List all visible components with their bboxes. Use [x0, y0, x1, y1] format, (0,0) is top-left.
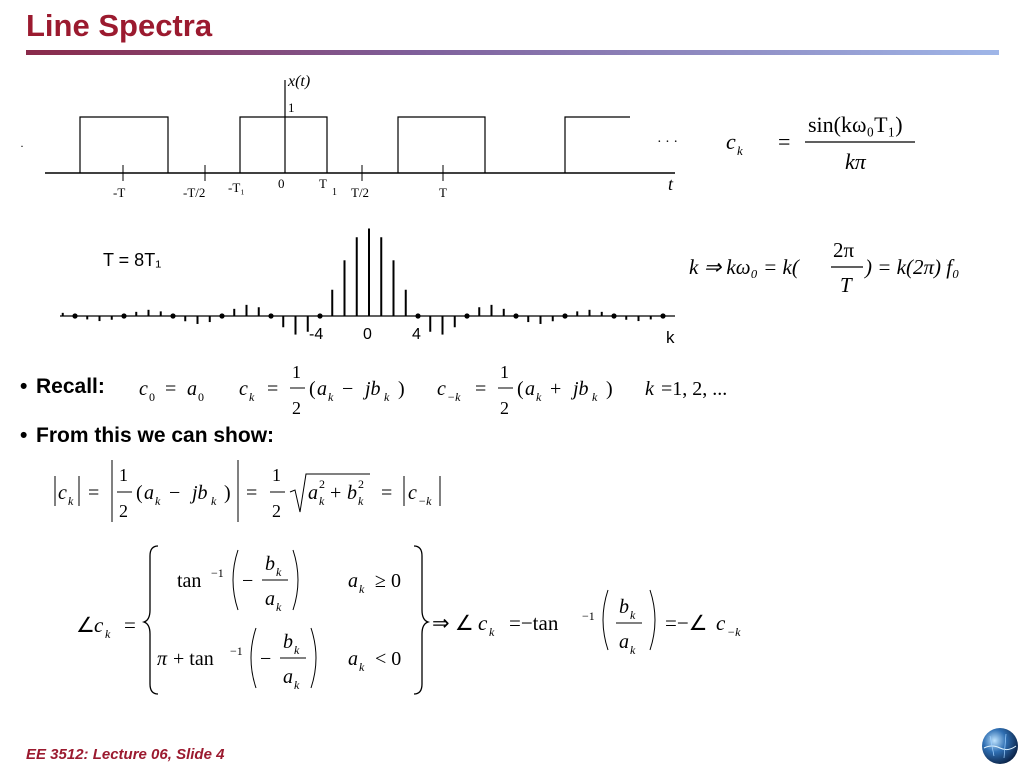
svg-text:k: k	[645, 378, 654, 400]
svg-text:c: c	[94, 613, 104, 637]
svg-text:b: b	[265, 553, 275, 575]
svg-text:k: k	[536, 390, 542, 404]
svg-text:k: k	[155, 494, 161, 508]
spectrum-zero-point	[268, 313, 273, 318]
spectrum-plot	[0, 212, 700, 347]
svg-text:∠: ∠	[76, 613, 95, 637]
svg-text:(: (	[309, 378, 316, 400]
svg-text:2: 2	[500, 398, 509, 418]
svg-text:c: c	[408, 482, 417, 504]
svg-text:−k: −k	[447, 390, 461, 404]
svg-text:1: 1	[500, 362, 509, 382]
svg-text:k: k	[630, 643, 636, 657]
svg-text:jb: jb	[192, 482, 208, 504]
globe-logo-icon	[980, 726, 1020, 766]
svg-text:=: =	[246, 482, 258, 504]
svg-text:k: k	[592, 390, 598, 404]
svg-text:k: k	[276, 565, 282, 579]
svg-text:b: b	[283, 631, 293, 653]
svg-text:k: k	[489, 625, 495, 639]
svg-text:a: a	[187, 378, 197, 400]
svg-text:a: a	[144, 482, 154, 504]
spectrum-zero-point	[513, 313, 518, 318]
slide-footer: EE 3512: Lecture 06, Slide 4	[26, 746, 225, 763]
svg-text:k: k	[249, 390, 255, 404]
left-dot: ·	[20, 139, 24, 153]
svg-text:c: c	[478, 611, 488, 635]
svg-text:0: 0	[198, 390, 204, 404]
spectrum-zero-point	[562, 313, 567, 318]
svg-text:b: b	[347, 482, 357, 504]
svg-text:=−tan: =−tan	[509, 611, 559, 635]
svg-text:tan: tan	[177, 570, 202, 592]
svg-text:0: 0	[149, 390, 155, 404]
svg-text:k: k	[294, 678, 300, 692]
svg-text:): )	[398, 378, 405, 400]
tick-label: 0	[278, 176, 285, 191]
svg-text:a: a	[525, 378, 535, 400]
svg-text:k: k	[294, 643, 300, 657]
svg-text:−1: −1	[582, 609, 595, 623]
k-relation-den: T	[840, 273, 852, 297]
svg-text:2: 2	[272, 501, 281, 521]
svg-text:k: k	[211, 494, 217, 508]
svg-text:c: c	[239, 378, 248, 400]
svg-text:=: =	[475, 378, 487, 400]
svg-text:+: +	[550, 378, 562, 400]
svg-text:−: −	[342, 378, 354, 400]
svg-text:=: =	[88, 482, 100, 504]
svg-text:a: a	[348, 570, 358, 592]
spectrum-zero-point	[170, 313, 175, 318]
tick-label: T	[319, 176, 327, 191]
svg-text:a: a	[348, 648, 358, 670]
svg-text:=: =	[124, 613, 136, 637]
svg-text:−k: −k	[418, 494, 432, 508]
y-tick-1: 1	[288, 100, 295, 115]
svg-text:2: 2	[292, 398, 301, 418]
tick-label: T/2	[351, 185, 370, 200]
svg-text:1: 1	[119, 465, 128, 485]
svg-text:a: a	[283, 666, 293, 688]
bullet-label: Recall:	[36, 375, 105, 398]
spectrum-label: T = 8T₁	[103, 250, 162, 270]
svg-text:−: −	[242, 570, 254, 592]
svg-text:1: 1	[272, 465, 281, 485]
svg-text:(: (	[136, 482, 143, 504]
spectrum-tick: 4	[412, 326, 421, 343]
svg-text:c: c	[58, 482, 67, 504]
svg-text:1: 1	[292, 362, 301, 382]
svg-text:): )	[224, 482, 231, 504]
svg-text:k: k	[105, 627, 111, 641]
svg-text:c: c	[437, 378, 446, 400]
x-axis-label: t	[668, 174, 674, 194]
svg-text:+ tan: + tan	[173, 648, 214, 670]
spectrum-zero-point	[317, 313, 322, 318]
svg-text:a: a	[265, 588, 275, 610]
svg-text:2: 2	[319, 477, 325, 491]
spectrum-zero-point	[464, 313, 469, 318]
svg-text:jb: jb	[573, 378, 589, 400]
magnitude-equation	[48, 454, 468, 529]
ck-denominator: kπ	[845, 149, 866, 174]
svg-text:2: 2	[358, 477, 364, 491]
slide-title: Line Spectra	[26, 8, 213, 43]
spectrum-zero-point	[660, 313, 665, 318]
bullet-label: From this we can show:	[36, 424, 275, 447]
svg-text:c: c	[726, 129, 736, 154]
svg-text:=: =	[165, 378, 177, 400]
k-relation-formula	[683, 232, 983, 307]
svg-text:a: a	[619, 631, 629, 653]
spectrum-tick: -4	[309, 326, 324, 343]
phase-equation	[60, 540, 780, 700]
svg-text:(: (	[517, 378, 524, 400]
svg-text:k: k	[68, 494, 74, 508]
svg-text:=−∠: =−∠	[665, 611, 708, 635]
spectrum-zero-point	[219, 313, 224, 318]
spectrum-zero-point	[72, 313, 77, 318]
spectrum-x-label: k	[666, 328, 675, 347]
svg-text:π: π	[157, 648, 168, 670]
tick-label: -T	[113, 185, 126, 200]
ck-numerator: sin(kω₀T₁)	[808, 112, 903, 137]
svg-text:< 0: < 0	[375, 648, 402, 670]
svg-text:+: +	[330, 482, 342, 504]
svg-text:k: k	[276, 600, 282, 614]
svg-text:k: k	[328, 390, 334, 404]
ck-formula	[720, 105, 950, 180]
svg-text:2: 2	[119, 501, 128, 521]
svg-text:=1, 2, ...: =1, 2, ...	[661, 378, 728, 400]
spectrum-zero-point	[415, 313, 420, 318]
svg-text:≥ 0: ≥ 0	[375, 570, 401, 592]
bullet-show: • From this we can show:	[20, 424, 275, 447]
y-axis-label: x(t)	[288, 73, 311, 90]
spectrum-zero-point	[121, 313, 126, 318]
svg-text:k: k	[630, 608, 636, 622]
svg-text:−k: −k	[727, 625, 741, 639]
svg-text:b: b	[619, 596, 629, 618]
tick-label: -T₁	[228, 180, 245, 195]
svg-text:−1: −1	[211, 566, 224, 580]
tick-label: 1	[332, 187, 337, 198]
svg-text:a: a	[308, 482, 318, 504]
title-underline	[26, 50, 999, 55]
svg-text:k: k	[359, 660, 365, 674]
square-wave-plot	[0, 60, 700, 210]
ellipsis: · · ·	[657, 135, 678, 150]
spectrum-zero-point	[611, 313, 616, 318]
svg-text:−1: −1	[230, 644, 243, 658]
k-relation-lhs: k ⇒ kω₀ = k(	[689, 255, 799, 279]
svg-text:−: −	[260, 648, 272, 670]
svg-text:c: c	[716, 611, 726, 635]
svg-text:−: −	[169, 482, 181, 504]
svg-text:=: =	[381, 482, 393, 504]
svg-text:⇒ ∠: ⇒ ∠	[432, 611, 474, 635]
svg-text:k: k	[359, 582, 365, 596]
svg-text:jb: jb	[365, 378, 381, 400]
svg-text:k: k	[358, 494, 364, 508]
svg-text:k: k	[319, 494, 325, 508]
spectrum-tick: 0	[363, 326, 372, 343]
svg-text:a: a	[317, 378, 327, 400]
k-relation-rhs: ) = k(2π) f₀	[865, 255, 960, 279]
svg-text:=: =	[778, 129, 791, 154]
svg-text:): )	[606, 378, 613, 400]
svg-text:c: c	[139, 378, 148, 400]
svg-text:=: =	[267, 378, 279, 400]
tick-label: T	[439, 185, 447, 200]
recall-equation	[135, 352, 775, 424]
svg-text:k: k	[737, 143, 743, 158]
tick-label: -T/2	[183, 185, 206, 200]
svg-text:k: k	[384, 390, 390, 404]
bullet-recall: • Recall:	[20, 375, 105, 398]
k-relation-num: 2π	[833, 238, 855, 262]
